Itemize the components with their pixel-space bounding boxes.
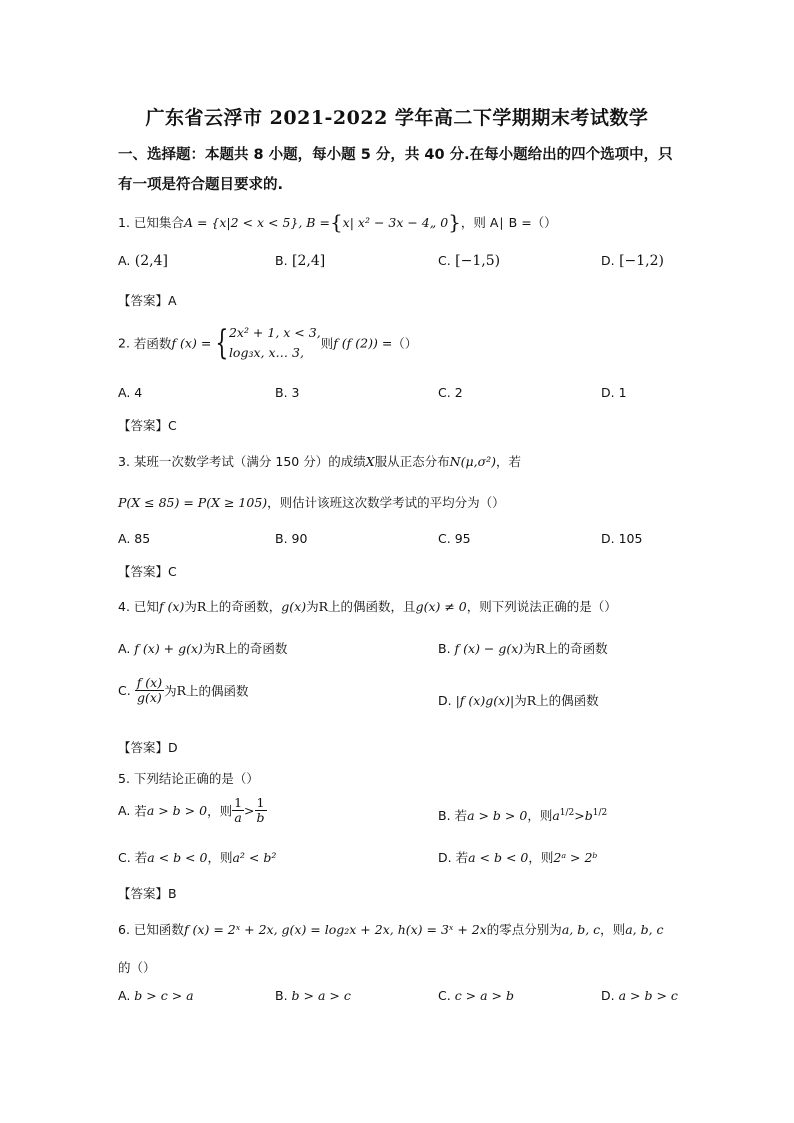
fraction: [232, 796, 244, 825]
option-a: [118, 253, 168, 269]
option-text: 上的奇函数: [224, 641, 288, 656]
question-text: 上的偶函数，且: [328, 599, 416, 614]
option-d: [438, 691, 599, 709]
option-value: 90: [291, 531, 308, 546]
option-a: [118, 988, 194, 1003]
question-text: 服从正态分布: [374, 454, 450, 469]
math-expr: g(x): [281, 599, 307, 614]
option-value: 4: [134, 385, 143, 400]
question-text: 为: [306, 599, 319, 614]
question-text: ，则 A∣ B =（）: [460, 215, 557, 230]
option-d: [601, 253, 664, 269]
option-label: D.: [438, 693, 452, 708]
answer-value: C: [168, 564, 177, 579]
math-expr: f (f (2)) =: [333, 335, 393, 351]
option-value: [−1,5): [455, 253, 501, 269]
option-a: [118, 531, 150, 546]
math-expr: 2ᵃ > 2ᵇ: [553, 850, 598, 865]
option-value: 3: [291, 385, 300, 400]
answer-value: C: [168, 418, 177, 433]
math-expr: A = {x|2 < x < 5}, B =: [183, 215, 330, 230]
option-label: B.: [438, 641, 451, 656]
math-expr: N(μ,σ²): [449, 454, 496, 469]
math-exponent: 1/2: [559, 807, 575, 818]
option-b: [275, 385, 300, 400]
option-text: ，则: [207, 803, 233, 819]
option-label: D.: [601, 385, 615, 400]
math-expr: a² < b²: [232, 850, 277, 865]
math-expr: g(x) ≠ 0: [415, 599, 467, 614]
option-label: C.: [438, 385, 451, 400]
answer-value: B: [168, 886, 177, 901]
option-value: [2,4]: [292, 253, 326, 269]
option-label: C.: [118, 682, 131, 698]
option-d: [601, 988, 678, 1003]
case-1: 2x² + 1, x < 3,: [228, 325, 321, 340]
option-value: 105: [618, 531, 643, 546]
section-line-1: 一、选择题：本题共 8 小题，每小题 5 分，共 40 分.在每小题给出的四个选项中，只: [118, 147, 673, 163]
math-expr: f (x) =: [171, 335, 212, 351]
option-label: A.: [118, 531, 131, 546]
question-text: 已知: [133, 599, 159, 614]
option-label: D.: [601, 531, 615, 546]
option-d: [601, 385, 627, 400]
math-set: R: [318, 599, 329, 614]
question-3: [118, 452, 521, 470]
question-text: 为: [184, 599, 197, 614]
question-text: 的（）: [118, 960, 156, 975]
math-set: R: [215, 641, 225, 656]
question-number: 2.: [118, 335, 130, 351]
math-exponent: 1/2: [592, 807, 608, 818]
option-label: B.: [438, 808, 451, 823]
math-expr: a > b > 0: [467, 808, 528, 823]
option-a: [118, 639, 287, 657]
option-label: D.: [601, 988, 615, 1003]
brace-icon: {: [215, 323, 229, 363]
option-value: a > b > c: [618, 988, 678, 1003]
fraction-numerator: f (x): [136, 675, 163, 690]
math-base: a: [552, 808, 560, 823]
question-text: ，若: [496, 454, 522, 469]
section-line-2: 有一项是符合题目要求的.: [118, 177, 284, 193]
option-b: [275, 531, 307, 546]
option-label: B.: [275, 253, 288, 268]
fraction: [255, 796, 267, 825]
answer-5: [118, 884, 177, 902]
answer-2: [118, 416, 177, 434]
math-set: R: [196, 599, 207, 614]
option-text: 为: [164, 683, 177, 699]
option-label: D.: [601, 253, 615, 268]
question-3-cont: [118, 493, 505, 511]
answer-1: [118, 291, 177, 309]
option-text: 为: [202, 641, 216, 656]
option-text: 为: [523, 641, 536, 656]
math-set: R: [535, 641, 546, 656]
option-label: B.: [275, 531, 288, 546]
question-number: 5.: [118, 771, 130, 786]
option-label: A.: [118, 641, 131, 656]
answer-tag: 【答案】: [118, 886, 169, 901]
question-4: [118, 597, 617, 615]
option-c: [438, 988, 514, 1003]
question-text: 下列结论正确的是（）: [133, 771, 259, 786]
fraction-numerator: 1: [234, 795, 243, 810]
question-text: 若函数: [133, 336, 172, 351]
option-label: B.: [275, 988, 288, 1003]
math-set: R: [176, 682, 187, 698]
option-value: 2: [454, 385, 463, 400]
option-label: A.: [118, 385, 131, 400]
option-b: [275, 253, 325, 269]
option-b: [438, 806, 607, 824]
question-number: 4.: [118, 599, 130, 614]
case-2: log₃x, x… 3,: [228, 345, 304, 360]
answer-4: [118, 738, 178, 756]
answer-3: [118, 562, 177, 580]
question-text: 已知函数: [133, 922, 184, 937]
question-text: （）: [392, 336, 418, 351]
math-var: X: [365, 454, 375, 469]
option-label: A.: [118, 988, 131, 1003]
fraction-denominator: a: [234, 809, 242, 825]
question-text: 上的奇函数，: [206, 599, 282, 614]
fraction: [135, 676, 164, 705]
option-c: [118, 848, 276, 866]
answer-tag: 【答案】: [118, 418, 169, 433]
math-expr: f (x) − g(x): [454, 641, 524, 656]
option-label: C.: [438, 988, 451, 1003]
brace-open: {: [329, 210, 343, 234]
question-5: [118, 769, 259, 787]
option-text: 为: [514, 693, 527, 708]
question-text: ，则下列说法正确的是（）: [466, 599, 617, 614]
answer-tag: 【答案】: [118, 293, 169, 308]
math-expr: f (x): [158, 599, 185, 614]
option-text: 若: [454, 808, 468, 823]
option-a: [118, 796, 267, 825]
option-label: D.: [438, 850, 452, 865]
question-number: 3.: [118, 454, 130, 469]
answer-tag: 【答案】: [118, 740, 169, 755]
option-a: [118, 385, 142, 400]
option-text: 上的偶函数: [536, 693, 599, 708]
question-number: 6.: [118, 922, 130, 937]
option-text: 上的奇函数: [545, 641, 608, 656]
option-value: c > a > b: [454, 988, 514, 1003]
math-base: b: [584, 808, 593, 823]
option-label: A.: [118, 802, 131, 818]
question-text: ，则估计该班这次数学考试的平均分为（）: [267, 495, 505, 510]
option-text: 若: [134, 850, 148, 865]
answer-value: D: [168, 740, 178, 755]
option-value: 1: [618, 385, 627, 400]
option-label: C.: [118, 850, 131, 865]
option-value: [−1,2): [619, 253, 664, 269]
option-value: (2,4]: [134, 253, 168, 269]
math-expr: P(X ≤ 85) = P(X ≥ 105): [118, 495, 268, 510]
option-label: C.: [438, 531, 451, 546]
question-text: ，则: [600, 922, 626, 937]
option-text: ，则: [207, 850, 233, 865]
math-expr: a > b > 0: [146, 802, 208, 818]
option-text: 若: [134, 803, 147, 819]
section-heading: [118, 140, 688, 200]
option-label: C.: [438, 253, 451, 268]
math-op: >: [574, 808, 585, 823]
question-number: 1.: [118, 215, 130, 230]
math-expr: a < b < 0: [147, 850, 208, 865]
option-b: [275, 988, 351, 1003]
option-d: [601, 531, 642, 546]
math-expr: x| x² − 3x − 4„ 0: [342, 215, 449, 230]
option-d: [438, 848, 597, 866]
option-label: B.: [275, 385, 288, 400]
option-c: [438, 385, 463, 400]
answer-value: A: [168, 293, 177, 308]
question-text: 则: [320, 336, 334, 351]
option-c: [438, 253, 500, 269]
fraction-denominator: b: [256, 809, 265, 825]
brace-close: }: [448, 210, 461, 234]
option-b: [438, 639, 608, 657]
math-op: >: [244, 802, 255, 818]
option-value: 95: [454, 531, 471, 546]
option-c: [438, 531, 471, 546]
option-value: b > c > a: [134, 988, 194, 1003]
question-6: [118, 920, 664, 938]
option-text: 若: [455, 850, 469, 865]
math-expr: a, b, c: [561, 922, 601, 937]
question-6-cont: [118, 958, 156, 976]
math-expr: a < b < 0: [468, 850, 529, 865]
math-expr: |f (x)g(x)|: [455, 693, 515, 708]
question-text: 已知集合: [133, 215, 184, 230]
option-text: ，则: [528, 850, 554, 865]
answer-tag: 【答案】: [118, 564, 169, 579]
option-label: A.: [118, 253, 131, 268]
math-expr: f (x) = 2ˣ + 2x, g(x) = log₂x + 2x, h(x) = 3ˣ + 2x: [183, 922, 487, 937]
option-text: 上的偶函数: [186, 683, 249, 699]
option-c: [118, 676, 249, 705]
fraction-numerator: 1: [255, 796, 267, 811]
math-expr: a, b, c: [625, 922, 664, 937]
page-title: 广东省云浮市 2021-2022 学年高二下学期期末考试数学: [145, 107, 649, 129]
math-expr: f (x) + g(x): [134, 641, 203, 656]
option-value: b > a > c: [291, 988, 351, 1003]
math-set: R: [526, 693, 537, 708]
piecewise-cases: [229, 323, 321, 363]
question-text: 的零点分别为: [486, 922, 562, 937]
question-1: [118, 210, 557, 234]
option-value: 85: [134, 531, 151, 546]
question-text: 某班一次数学考试（满分 150 分）的成绩: [133, 454, 366, 469]
option-text: ，则: [527, 808, 553, 823]
fraction-denominator: g(x): [136, 689, 162, 705]
question-2: [118, 323, 417, 363]
